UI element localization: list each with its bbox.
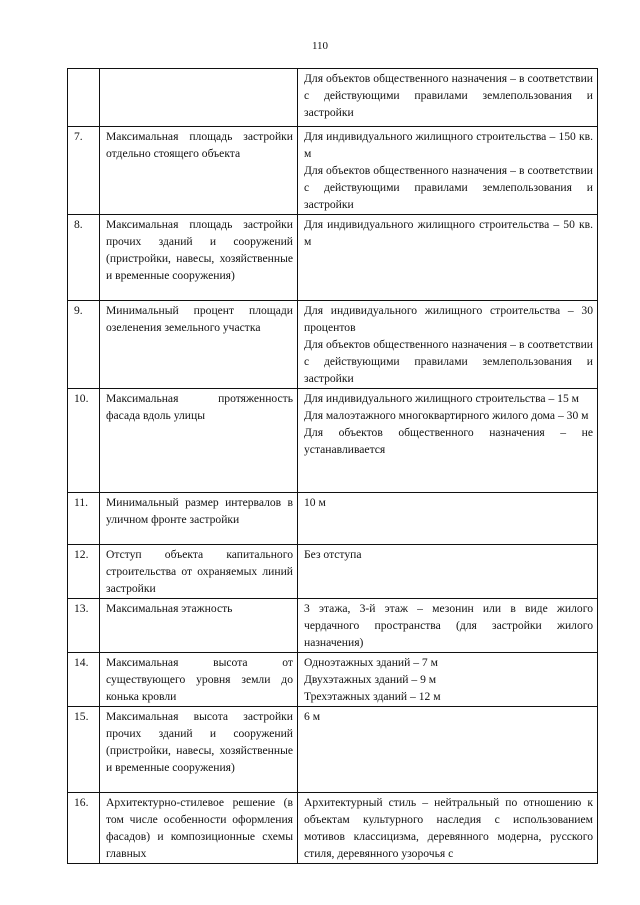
table-row <box>68 707 598 793</box>
value-line: Для малоэтажного многоквартирного жилого дома – 30 м <box>304 409 589 422</box>
row-number: 15. <box>68 707 100 793</box>
row-number: 10. <box>68 389 100 493</box>
value-line: Для индивидуального жилищного строительства – 50 кв. м <box>304 218 593 248</box>
table-row <box>68 389 598 493</box>
parameter-value <box>298 653 598 707</box>
parameter-value <box>298 69 598 127</box>
table-row <box>68 599 598 653</box>
value-line: 6 м <box>304 710 321 723</box>
value-line: Для объектов общественного назначения – в соответствии с действующими правилами землепользования и застройки <box>304 164 593 211</box>
table-row <box>68 793 598 864</box>
parameter-name: Максимальная протяженность фасада вдоль улицы <box>100 389 298 493</box>
parameter-value <box>298 707 598 793</box>
row-number: 13. <box>68 599 100 653</box>
row-number: 7. <box>68 127 100 215</box>
row-number: 12. <box>68 545 100 599</box>
row-number: 11. <box>68 493 100 545</box>
value-line: Для индивидуального жилищного строительства – 150 кв. м <box>304 130 593 160</box>
parameter-name: Максимальная площадь застройки прочих зданий и сооружений (пристройки, навесы, хозяйственные и временные сооружения) <box>100 215 298 301</box>
value-line: Для объектов общественного назначения – в соответствии с действующими правилами землепользования и застройки <box>304 72 593 119</box>
parameter-value <box>298 545 598 599</box>
row-number: 14. <box>68 653 100 707</box>
parameter-name: Архитектурно-стилевое решение (в том числе особенности оформления фасадов) и композиционные схемы главных <box>100 793 298 864</box>
value-line: Для индивидуального жилищного строительства – 30 процентов <box>304 304 593 334</box>
table-row <box>68 653 598 707</box>
value-line: Двухэтажных зданий – 9 м <box>304 673 437 686</box>
parameter-value <box>298 215 598 301</box>
parameter-value <box>298 389 598 493</box>
parameter-name: Максимальная высота застройки прочих зданий и сооружений (пристройки, навесы, хозяйственные и временные сооружения) <box>100 707 298 793</box>
value-line: Для объектов общественного назначения – в соответствии с действующими правилами землепользования и застройки <box>304 338 593 385</box>
parameter-value <box>298 301 598 389</box>
table-row <box>68 127 598 215</box>
parameter-name: Минимальный процент площади озеленения земельного участка <box>100 301 298 389</box>
value-line: 10 м <box>304 496 326 509</box>
parameter-name: Максимальная площадь застройки отдельно стоящего объекта <box>100 127 298 215</box>
parameter-value <box>298 793 598 864</box>
parameter-name: Минимальный размер интервалов в уличном фронте застройки <box>100 493 298 545</box>
page-number: 110 <box>311 40 329 52</box>
parameter-name: Отступ объекта капитального строительства от охраняемых линий застройки <box>100 545 298 599</box>
table-row <box>68 69 598 127</box>
table-row <box>68 493 598 545</box>
parameter-value <box>298 127 598 215</box>
value-line: Архитектурный стиль – нейтральный по отношению к объектам культурного наследия с использованием мотивов классицизма, деревянного модерна, русского стиля, деревянного узорочья с <box>304 796 593 860</box>
parameter-name: Максимальная этажность <box>100 599 298 653</box>
parameter-value <box>298 599 598 653</box>
table-row <box>68 215 598 301</box>
row-number: 9. <box>68 301 100 389</box>
table-row <box>68 545 598 599</box>
parameter-value <box>298 493 598 545</box>
value-line: Без отступа <box>304 548 362 561</box>
row-number: 16. <box>68 793 100 864</box>
parameter-name: Максимальная высота от существующего уровня земли до конька кровли <box>100 653 298 707</box>
row-number <box>68 69 100 127</box>
value-line: Одноэтажных зданий – 7 м <box>304 656 438 669</box>
value-line: Для объектов общественного назначения – не устанавливается <box>304 426 593 456</box>
value-line: Для индивидуального жилищного строительства – 15 м <box>304 392 579 405</box>
table-row <box>68 301 598 389</box>
regulations-table <box>67 68 598 864</box>
value-line: Трехэтажных зданий – 12 м <box>304 690 441 703</box>
value-line: 3 этажа, 3-й этаж – мезонин или в виде жилого чердачного пространства (для застройки жилого назначения) <box>304 602 593 649</box>
row-number: 8. <box>68 215 100 301</box>
parameter-name <box>100 69 298 127</box>
